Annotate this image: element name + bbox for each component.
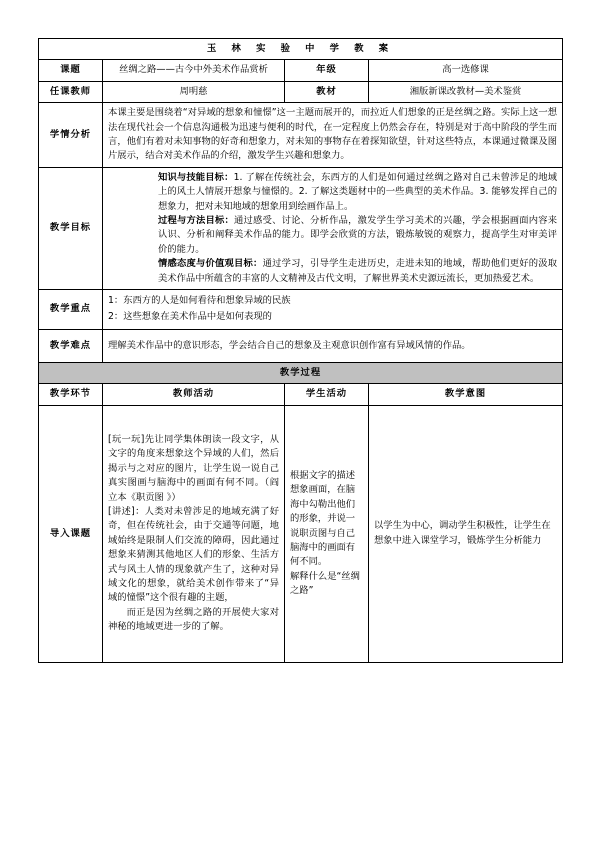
- table-row-difficulties: [39, 329, 563, 362]
- value-textbook: 湘版新课改教材—美术鉴赏: [369, 81, 563, 102]
- column-header-stage: 教学环节: [39, 384, 103, 405]
- objective-text-process: 通过感受、讨论、分析作品，激发学生学习美术的兴趣，学会根据画面内容来认识、分析和阐释美术作品的能力。即学会欣赏的方法，锻炼敏锐的观察力，提高学生对审美评价的能力。: [158, 215, 558, 255]
- student-activity-para-2: 解释什么是“丝绸之路”: [290, 570, 360, 597]
- teacher-activity-para-2: [讲述]：人类对未曾涉足的地域充满了好奇，但在传统社会，由于交通等问题，地域始终是限制人们交流的障碍，因此通过想象来猜测其他地区人们的形象、生活方式与风土人情的现象就产生了，这种对异域文化的想象，就给美术创作带来了“异域的憧憬”这个很有趣的主题，: [108, 506, 279, 604]
- objective-item-attitude: [108, 257, 557, 286]
- label-subject: 课题: [39, 60, 103, 81]
- process-student-activity: [285, 405, 369, 662]
- student-activity-para-1: 根据文字的描述想象画面，在脑海中勾勒出他们的形象，并说一说职贡图与自己脑海中的画面有何不同。: [290, 470, 356, 568]
- label-teacher: 任课教师: [39, 81, 103, 102]
- objective-text-knowledge: 1. 了解在传统社会，东西方的人们是如何通过丝绸之路对自己未曾涉足的地域上的风土人情展开想象与憧憬的。2. 了解这类题材中的一些典型的美术作品。3. 能够发挥自己的想象力，把对未知地域的想象用到绘画作品上。: [158, 171, 558, 212]
- process-banner: 教学过程: [39, 363, 563, 384]
- value-teaching-objectives: [103, 167, 563, 289]
- column-header-teacher-activity: 教师活动: [103, 384, 285, 405]
- intent-para-1: 以学生为中心，调动学生积极性，让学生在想象中进入课堂学习，锻炼学生分析能力: [374, 520, 551, 546]
- label-key-points: 教学重点: [39, 290, 103, 330]
- teacher-activity-para-1: [玩一玩]先让同学集体朗读一段文字，从文字的角度来想象这个异域的人们，然后揭示与之对应的图片，让学生说一说自己真实图画与脑海中的画面有何不同。（阎立本《职贡图 》）: [108, 434, 279, 503]
- process-teacher-activity: [103, 405, 285, 662]
- table-row-objectives: [39, 167, 563, 289]
- value-teacher: 周明慈: [103, 81, 285, 102]
- label-teaching-objectives: 教学目标: [39, 167, 103, 289]
- value-difficulties: 理解美术作品中的意识形态，学会结合自己的想象及主观意识创作富有异域风情的作品。: [103, 329, 563, 362]
- table-row-process-content: [39, 405, 563, 662]
- value-grade: 高一选修课: [369, 60, 563, 81]
- objective-item-knowledge: [108, 171, 557, 214]
- process-stage-label: 导入课题: [39, 405, 103, 662]
- label-textbook: 教材: [285, 81, 369, 102]
- objective-head-knowledge: 知识与技能目标：: [158, 171, 234, 183]
- label-student-analysis: 学情分析: [39, 103, 103, 168]
- column-header-intent: 教学意图: [369, 384, 563, 405]
- page-title: 玉 林 实 验 中 学 教 案: [39, 39, 563, 60]
- lesson-plan-table: [38, 38, 563, 663]
- key-point-line-2: 2：这些想象在美术作品中是如何表现的: [108, 311, 272, 323]
- table-row-subject: [39, 60, 563, 81]
- label-difficulties: 教学难点: [39, 329, 103, 362]
- table-row-process-banner: [39, 363, 563, 384]
- teacher-activity-para-3: 而正是因为丝绸之路的开展使大家对神秘的地域更进一步的了解。: [108, 606, 279, 633]
- table-row-process-header: [39, 384, 563, 405]
- objective-item-process: [108, 214, 557, 257]
- objective-text-attitude: 通过学习，引导学生走进历史，走进未知的地域，帮助他们更好的汲取美术作品中所蕴含的丰富的人文精神及古代文明，了解世界美术史源远流长，更加热爱艺术。: [158, 258, 558, 284]
- objective-head-process: 过程与方法目标：: [158, 215, 235, 227]
- table-row-key-points: [39, 290, 563, 330]
- objective-head-attitude: 情感态度与价值观目标：: [158, 258, 263, 270]
- column-header-student-activity: 学生活动: [285, 384, 369, 405]
- value-key-points: [103, 290, 563, 330]
- key-point-line-1: 1：东西方的人是如何看待和想象异域的民族: [108, 295, 291, 307]
- value-subject: 丝绸之路——古今中外美术作品赏析: [103, 60, 285, 81]
- table-row-analysis: [39, 103, 563, 168]
- table-row-teacher: [39, 81, 563, 102]
- title-row: [39, 39, 563, 60]
- value-student-analysis: 本课主要是围绕着“对异域的想象和憧憬”这一主题而展开的，而拉近人们想象的正是丝绸之路。实际上这一想法在现代社会一个信息沟通极为迅速与便利的时代，在一定程度上仍然会存在，特别是对于高中阶段的学生而言，他们有着对未知事物的好奇和想象力，对未知的事物存在着探知欲望，针对这些特点，本课通过微课及图片展示，结合对美术作品的介绍，激发学生兴趣和想象力。: [103, 103, 563, 168]
- label-grade: 年级: [285, 60, 369, 81]
- process-intent: [369, 405, 563, 662]
